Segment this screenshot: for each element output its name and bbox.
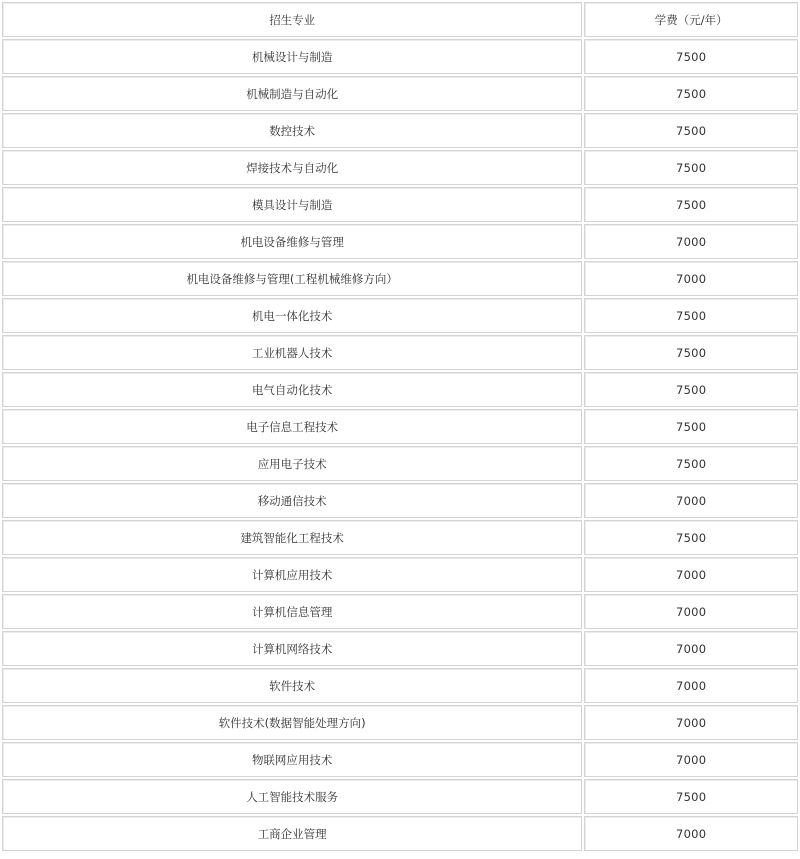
major-cell: 软件技术(数据智能处理方向) — [2, 705, 582, 740]
header-major: 招生专业 — [2, 2, 582, 37]
fee-cell: 7000 — [584, 557, 798, 592]
major-cell: 建筑智能化工程技术 — [2, 520, 582, 555]
major-cell: 机电设备维修与管理 — [2, 224, 582, 259]
table-row — [2, 187, 798, 222]
fee-cell: 7500 — [584, 113, 798, 148]
major-cell: 计算机信息管理 — [2, 594, 582, 629]
fee-cell: 7500 — [584, 298, 798, 333]
table-row — [2, 705, 798, 740]
fee-cell: 7500 — [584, 39, 798, 74]
table-row — [2, 631, 798, 666]
major-cell: 人工智能技术服务 — [2, 779, 582, 814]
fee-cell: 7500 — [584, 150, 798, 185]
fee-cell: 7500 — [584, 409, 798, 444]
table-row — [2, 816, 798, 851]
table-row — [2, 261, 798, 296]
table-row — [2, 113, 798, 148]
major-cell: 电子信息工程技术 — [2, 409, 582, 444]
table-row — [2, 483, 798, 518]
major-cell: 数控技术 — [2, 113, 582, 148]
fee-cell: 7500 — [584, 187, 798, 222]
major-cell: 应用电子技术 — [2, 446, 582, 481]
major-cell: 物联网应用技术 — [2, 742, 582, 777]
fee-cell: 7000 — [584, 705, 798, 740]
table-row — [2, 409, 798, 444]
table-body — [2, 39, 798, 851]
fee-cell: 7000 — [584, 816, 798, 851]
fee-cell: 7500 — [584, 76, 798, 111]
fee-cell: 7500 — [584, 372, 798, 407]
header-fee: 学费（元/年） — [584, 2, 798, 37]
major-cell: 计算机应用技术 — [2, 557, 582, 592]
table-row — [2, 76, 798, 111]
major-cell: 计算机网络技术 — [2, 631, 582, 666]
fee-cell: 7000 — [584, 742, 798, 777]
table-row — [2, 372, 798, 407]
table-row — [2, 520, 798, 555]
fee-cell: 7500 — [584, 335, 798, 370]
fee-cell: 7000 — [584, 668, 798, 703]
table-row — [2, 594, 798, 629]
major-cell: 工业机器人技术 — [2, 335, 582, 370]
major-cell: 机械制造与自动化 — [2, 76, 582, 111]
fee-cell: 7000 — [584, 261, 798, 296]
fee-cell: 7500 — [584, 520, 798, 555]
table-row — [2, 668, 798, 703]
major-cell: 模具设计与制造 — [2, 187, 582, 222]
major-cell: 焊接技术与自动化 — [2, 150, 582, 185]
header-row — [2, 2, 798, 37]
major-cell: 移动通信技术 — [2, 483, 582, 518]
fee-cell: 7000 — [584, 483, 798, 518]
major-cell: 机电设备维修与管理(工程机械维修方向） — [2, 261, 582, 296]
fee-cell: 7000 — [584, 631, 798, 666]
fee-cell: 7500 — [584, 779, 798, 814]
major-cell: 工商企业管理 — [2, 816, 582, 851]
major-cell: 电气自动化技术 — [2, 372, 582, 407]
table-row — [2, 39, 798, 74]
table-row — [2, 224, 798, 259]
table-row — [2, 446, 798, 481]
table-row — [2, 150, 798, 185]
major-cell: 软件技术 — [2, 668, 582, 703]
table-row — [2, 557, 798, 592]
major-cell: 机械设计与制造 — [2, 39, 582, 74]
table-row — [2, 335, 798, 370]
fee-cell: 7000 — [584, 224, 798, 259]
table-row — [2, 742, 798, 777]
table-row — [2, 779, 798, 814]
major-cell: 机电一体化技术 — [2, 298, 582, 333]
table-row — [2, 298, 798, 333]
table-header — [2, 2, 798, 37]
fee-cell: 7000 — [584, 594, 798, 629]
fee-cell: 7500 — [584, 446, 798, 481]
